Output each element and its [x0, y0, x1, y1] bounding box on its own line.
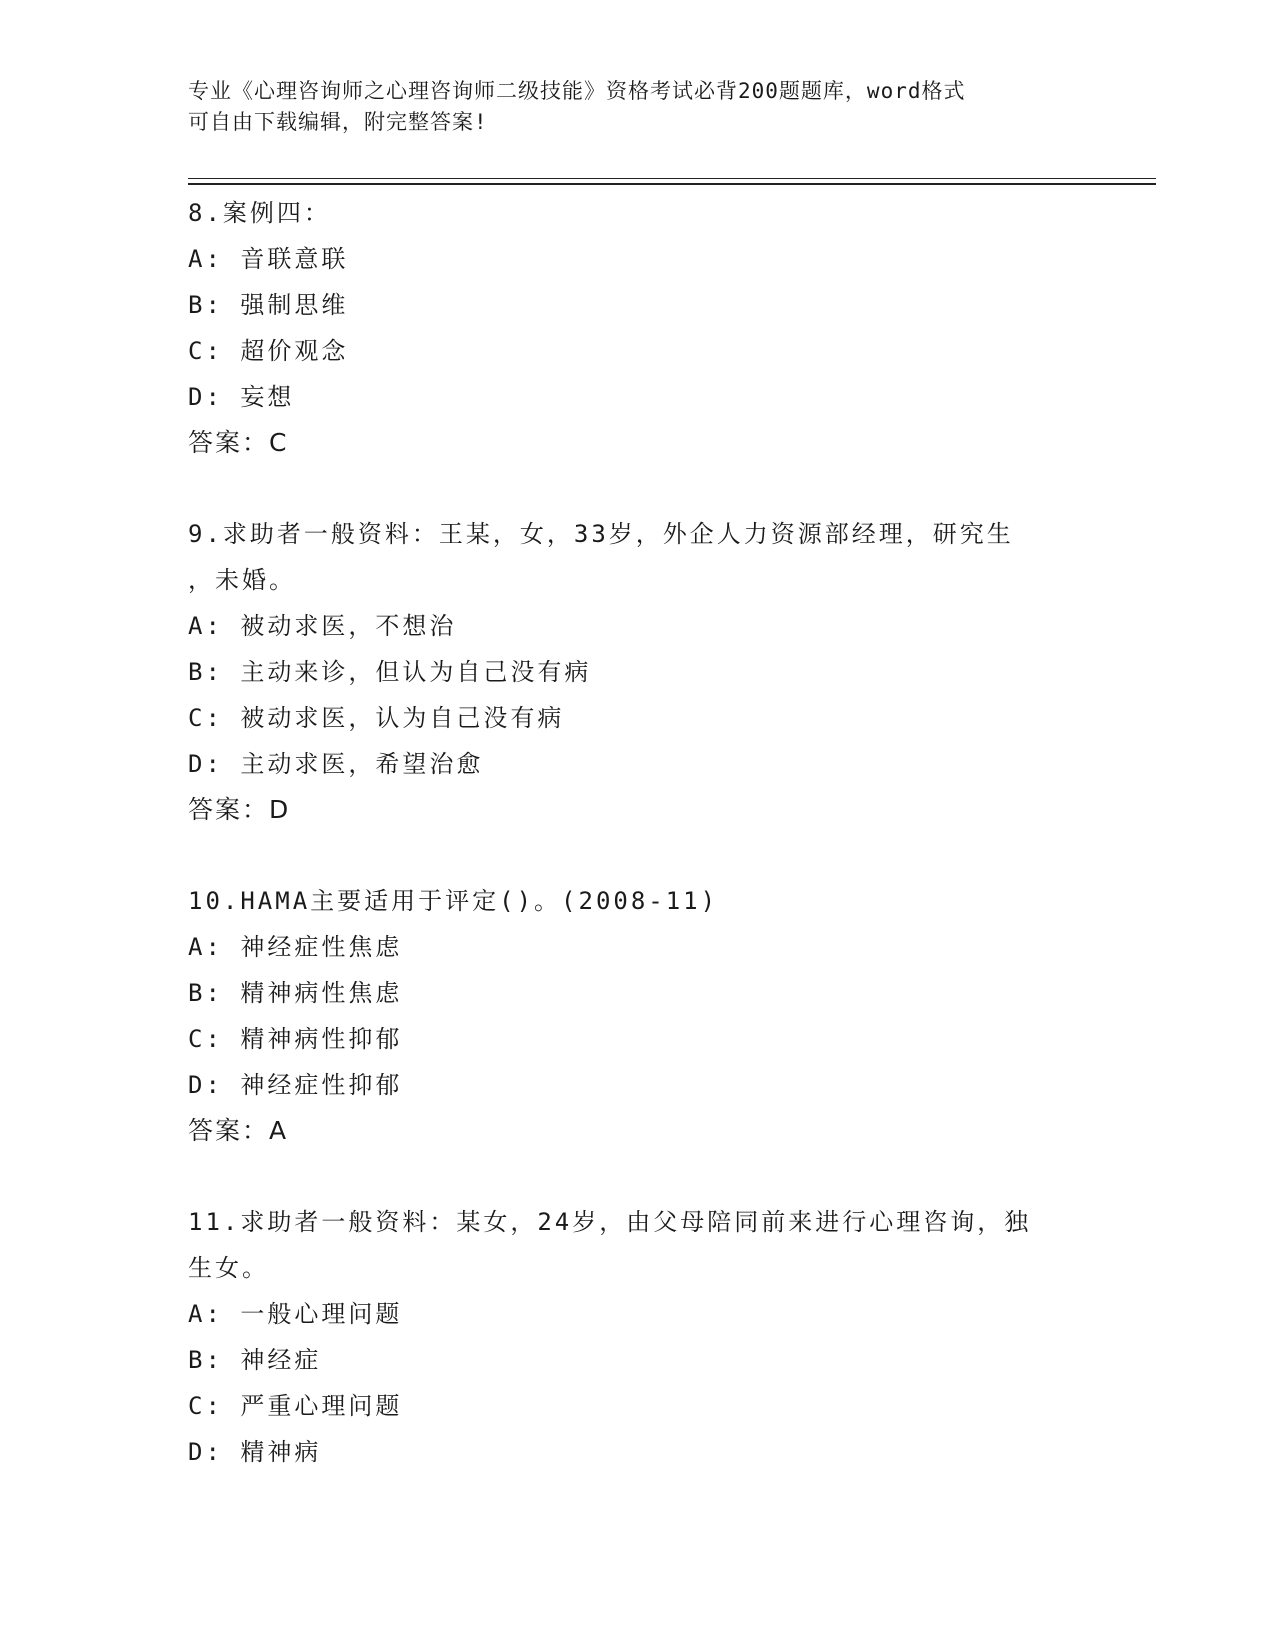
question-stem: 8.案例四：: [188, 199, 331, 227]
header-divider-thin: [188, 178, 1156, 179]
question-list: [188, 190, 1088, 1520]
question-stem: 11.求助者一般资料：某女，24岁，由父母陪同前来进行心理咨询，独: [188, 1208, 1032, 1236]
option-a: A: 一般心理问题: [188, 1300, 403, 1328]
option-b: B: 强制思维: [188, 291, 349, 319]
option-c: C: 被动求医，认为自己没有病: [188, 704, 565, 732]
option-d: D: 妄想: [188, 383, 295, 411]
option-c: C: 严重心理问题: [188, 1392, 403, 1420]
answer-label: 答案：C: [188, 428, 289, 457]
question-11: [188, 1199, 1088, 1475]
option-b: B: 主动来诊，但认为自己没有病: [188, 658, 592, 686]
option-d: D: 精神病: [188, 1438, 322, 1466]
question-stem: 10.HAMA主要适用于评定()。(2008-11): [188, 887, 719, 915]
answer-label: 答案：D: [188, 795, 291, 824]
header-divider-thick: [188, 183, 1156, 185]
question-8: [188, 190, 1088, 466]
question-stem-continuation: 生女。: [188, 1254, 269, 1282]
question-10: [188, 878, 1088, 1154]
option-b: B: 神经症: [188, 1346, 322, 1374]
question-stem-continuation: ，未婚。: [188, 566, 296, 594]
answer-label: 答案：A: [188, 1116, 289, 1145]
option-a: A: 被动求医，不想治: [188, 612, 457, 640]
header-line-1: 专业《心理咨询师之心理咨询师二级技能》资格考试必背200题题库，word格式: [188, 79, 966, 103]
option-d: D: 神经症性抑郁: [188, 1071, 403, 1099]
option-d: D: 主动求医，希望治愈: [188, 750, 484, 778]
question-9: [188, 511, 1088, 833]
header-line-2: 可自由下载编辑，附完整答案!: [188, 110, 488, 134]
option-c: C: 精神病性抑郁: [188, 1025, 403, 1053]
option-a: A: 音联意联: [188, 245, 349, 273]
question-stem: 9.求助者一般资料：王某，女，33岁，外企人力资源部经理，研究生: [188, 520, 1014, 548]
option-b: B: 精神病性焦虑: [188, 979, 403, 1007]
option-c: C: 超价观念: [188, 337, 349, 365]
document-header: [188, 76, 1068, 138]
option-a: A: 神经症性焦虑: [188, 933, 403, 961]
